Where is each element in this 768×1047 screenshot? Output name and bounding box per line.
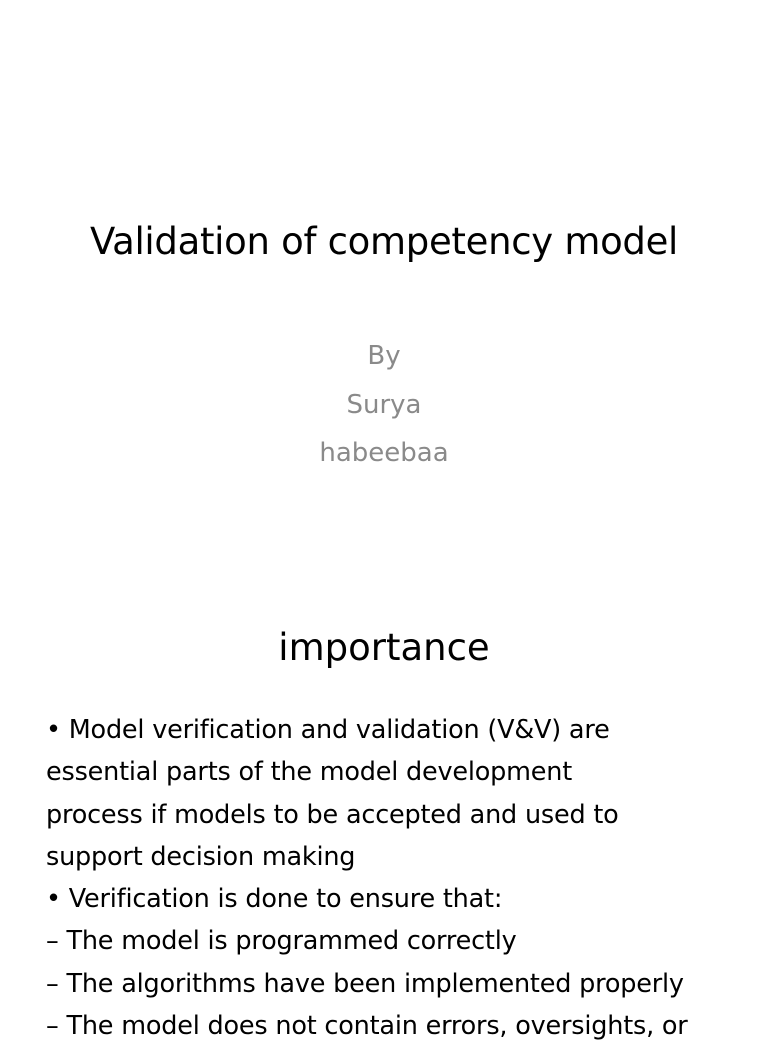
body-line: • Verification is done to ensure that: [46, 884, 503, 915]
body-line: – The model is programmed correctly [46, 926, 517, 957]
slide-title: Validation of competency model [89, 220, 679, 263]
body-line: essential parts of the model development [46, 757, 573, 788]
body-line: support decision making [46, 841, 356, 872]
body-line: – The model does not contain errors, oversights, or [46, 1011, 688, 1042]
author-line-surya: Surya [346, 389, 422, 420]
body-line: – The algorithms have been implemented properly [46, 968, 684, 999]
slide-heading: importance [278, 626, 490, 669]
body-line: • Model verification and validation (V&V) are [46, 715, 610, 745]
content-slide [0, 576, 768, 1042]
author-block [0, 332, 768, 478]
author-line-by: By [367, 341, 401, 371]
slide-body-text [46, 709, 746, 1047]
body-line: process if models to be accepted and used to [46, 799, 619, 830]
author-line-habeebaa: habeebaa [319, 438, 449, 468]
